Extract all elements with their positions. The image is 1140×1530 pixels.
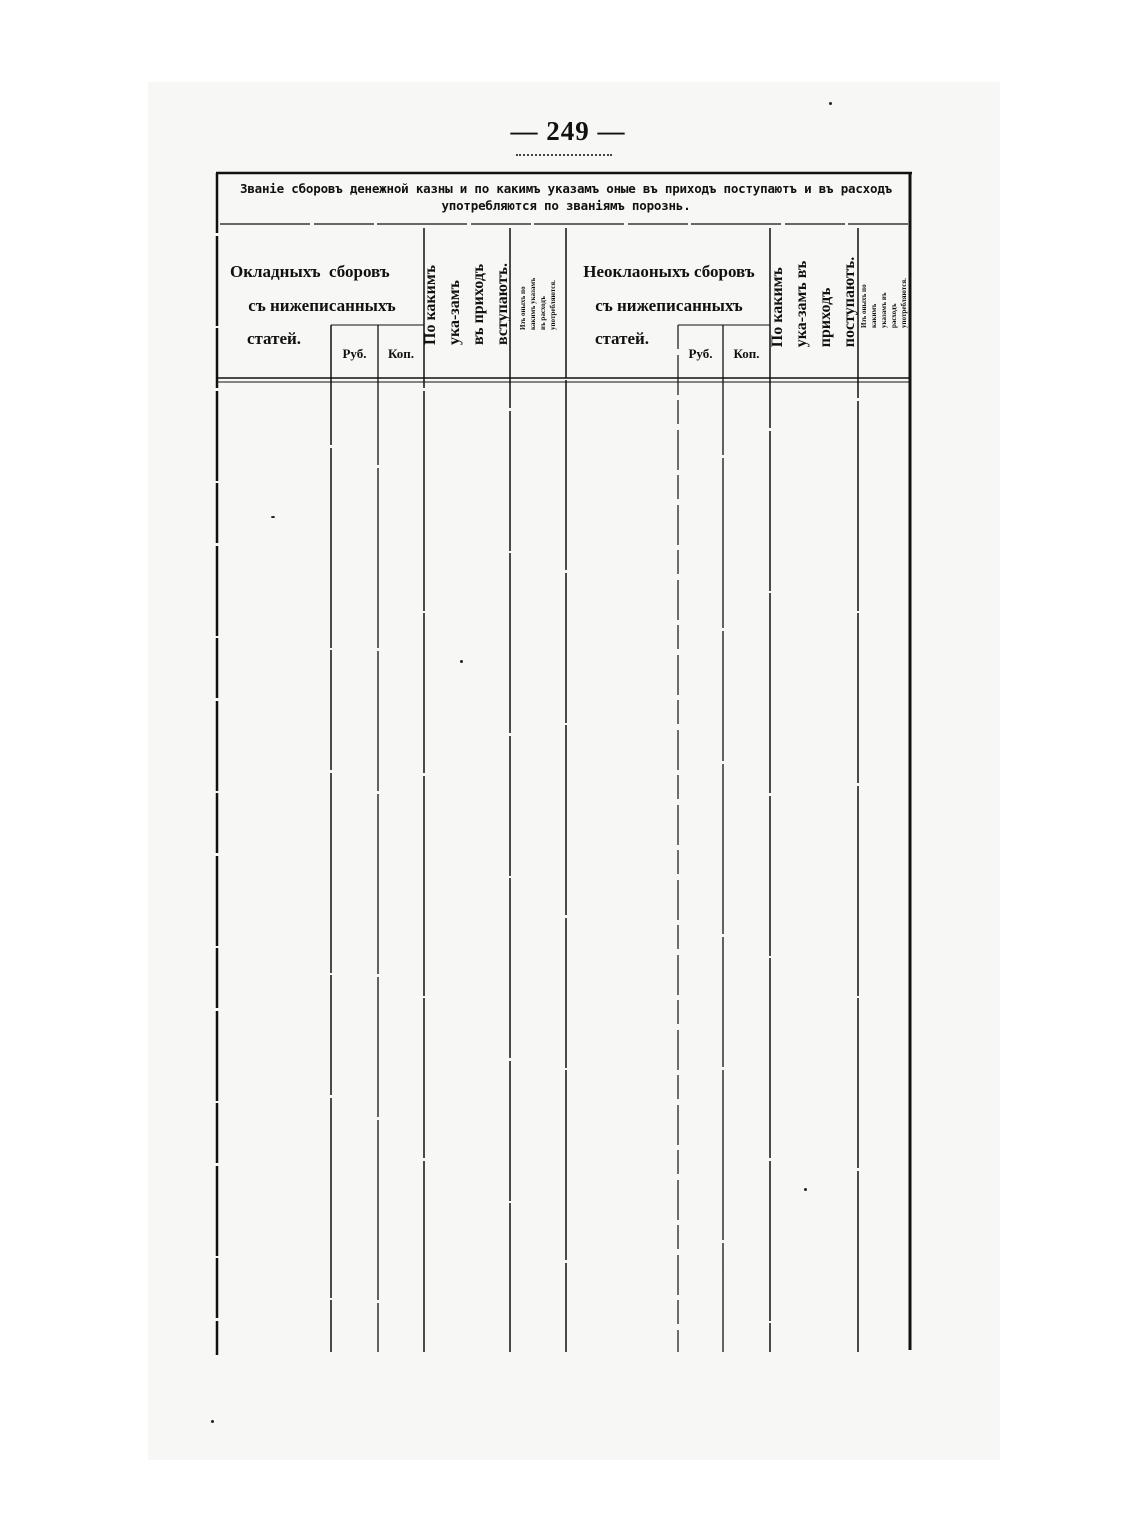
left-decree-in-header (424, 228, 510, 376)
left-kop-label: Коп. (387, 346, 415, 361)
scan-speck (271, 516, 275, 518)
right-decree-out-label: Изъ оныхъ по какимъ указамъ въ расходъ употребляются. (860, 278, 908, 328)
right-heading-line3: статей. (594, 329, 650, 348)
left-decree-out-label: Изъ оныхъ по какимъ указамъ въ расходъ употребляются. (519, 277, 557, 330)
right-kop-label: Коп. (733, 346, 760, 361)
right-heading-line2: съ нижеписанныхъ (595, 296, 743, 315)
form-title: Званіе сборовъ денежной казны и по какимъ указамъ оные въ приходъ поступаютъ и въ расходъ употребляются по званіямъ порознь. (240, 181, 892, 213)
scan-speck (211, 1420, 214, 1423)
left-decree-out-header (510, 228, 566, 376)
right-rub-label: Руб. (688, 346, 713, 361)
page-number: — 249 — (510, 116, 626, 146)
scan-speck (829, 102, 832, 105)
scan-speck (460, 660, 463, 663)
right-decree-in-label: По какимъ ука-замъ въ приходъ поступаютъ. (769, 256, 859, 348)
left-decree-in-label: По какимъ ука-замъ въ приходъ вступаютъ. (422, 262, 511, 345)
left-heading-line2: съ нижеписанныхъ (248, 296, 396, 315)
left-rub-label: Руб. (342, 346, 367, 361)
right-heading-line1: Неоклаоныхъ сборовъ (583, 262, 755, 281)
right-decree-in-header (770, 228, 858, 376)
right-decree-out-header (858, 228, 910, 376)
left-heading-line1: Окладныхъ сборовъ (230, 262, 390, 281)
left-heading-line3: статей. (246, 329, 302, 348)
scan-speck (804, 1188, 807, 1191)
